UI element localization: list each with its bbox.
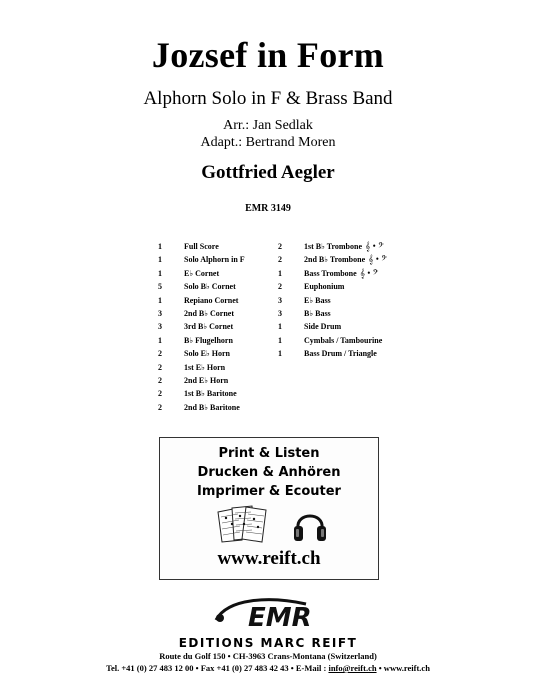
part-name: 3rd B♭ Cornet: [184, 322, 234, 332]
part-quantity: 1: [278, 349, 282, 359]
part-name: Bass Trombone: [304, 268, 357, 278]
part-name: Solo B♭ Cornet: [184, 282, 236, 292]
part-quantity: 2: [278, 255, 282, 265]
part-quantity: 3: [158, 308, 162, 318]
part-row: [158, 267, 245, 280]
part-row: [158, 294, 245, 307]
part-quantity: 5: [158, 282, 162, 292]
composer-name: Gottfried Aegler: [201, 162, 335, 183]
part-quantity: 1: [158, 295, 162, 305]
part-quantity: 1: [158, 242, 162, 251]
headphones-icon: [292, 504, 328, 544]
svg-text:EMR: EMR: [248, 603, 312, 633]
part-name: Solo Alphorn in F: [184, 255, 245, 265]
part-quantity: 1: [158, 335, 162, 345]
part-quantity: 2: [158, 349, 162, 359]
part-quantity: 1: [278, 335, 282, 345]
part-row: [158, 307, 245, 320]
part-quantity: 1: [158, 268, 162, 278]
part-row: [278, 294, 387, 307]
part-row: [158, 334, 245, 347]
parts-list-left: [158, 240, 245, 414]
part-name: E♭ Cornet: [184, 268, 220, 278]
part-quantity: 2: [158, 375, 162, 385]
part-name: Side Drum: [304, 322, 342, 332]
part-row: [158, 387, 245, 400]
part-row: [278, 334, 387, 347]
part-name: 2nd E♭ Horn: [184, 375, 229, 385]
part-name: 1st B♭ Trombone: [304, 242, 363, 251]
part-row: [158, 240, 245, 253]
parts-list-right: [278, 240, 387, 361]
part-row: [158, 347, 245, 360]
part-quantity: 1: [278, 322, 282, 332]
print-and-listen-box[interactable]: [159, 437, 379, 580]
part-quantity: 2: [278, 282, 282, 292]
publisher-address: Route du Golf 150 • CH-3963 Crans-Montana (Switzerland): [159, 651, 377, 661]
part-quantity: 3: [278, 295, 282, 305]
part-name: 2nd B♭ Trombone: [304, 255, 366, 265]
part-row: [158, 253, 245, 266]
part-row: [278, 240, 387, 253]
listen-line-de: Drucken & Anhören: [197, 465, 341, 480]
part-row: [278, 280, 387, 293]
part-row: [278, 253, 387, 266]
part-quantity: 1: [278, 268, 282, 278]
part-name: B♭ Flugelhorn: [184, 335, 233, 345]
part-name: 1st B♭ Baritone: [184, 389, 237, 399]
reift-website-link[interactable]: www.reift.ch: [217, 548, 321, 569]
score-title: Jozsef in Form: [151, 35, 385, 75]
part-row: [278, 307, 387, 320]
publisher-contact: [0, 663, 536, 673]
publisher-brand: EDITIONS MARC REIFT: [178, 636, 358, 650]
catalog-code: EMR 3149: [245, 203, 291, 214]
part-name: E♭ Bass: [304, 295, 331, 305]
part-name: Solo E♭ Horn: [184, 349, 231, 359]
part-quantity: 2: [278, 242, 282, 251]
part-name: 2nd B♭ Cornet: [184, 308, 234, 318]
part-row: [158, 361, 245, 374]
listen-line-fr: Imprimer & Ecouter: [197, 484, 341, 499]
arranger-credit: Arr.: Jan Sedlak: [223, 118, 313, 133]
part-name: Cymbals / Tambourine: [304, 335, 383, 345]
part-row: [158, 320, 245, 333]
part-row: [158, 280, 245, 293]
contact-website[interactable]: • www.reift.ch: [376, 663, 430, 673]
clef-icons: 𝄞 • 𝄢: [365, 241, 384, 251]
part-quantity: 1: [158, 255, 162, 265]
part-quantity: 2: [158, 389, 162, 399]
part-quantity: 3: [158, 322, 162, 332]
part-row: [278, 320, 387, 333]
part-name: Full Score: [184, 242, 219, 251]
part-name: Repiano Cornet: [184, 295, 239, 305]
email-link[interactable]: info@reift.ch: [328, 663, 377, 673]
part-quantity: 3: [278, 308, 282, 318]
part-row: [278, 267, 387, 280]
part-row: [158, 401, 245, 414]
part-name: Bass Drum / Triangle: [304, 349, 377, 359]
part-row: [278, 347, 387, 360]
emr-logo: [198, 594, 338, 634]
part-quantity: 2: [158, 402, 162, 412]
clef-icons: 𝄞 • 𝄢: [359, 267, 379, 278]
clef-icons: 𝄞 • 𝄢: [368, 254, 387, 265]
adapter-credit: Adapt.: Bertrand Moren: [200, 135, 336, 150]
part-quantity: 2: [158, 362, 162, 372]
contact-phone-fax: Tel. +41 (0) 27 483 12 00 • Fax +41 (0) 27 483 42 43 • E-Mail :: [106, 663, 329, 673]
part-row: [158, 374, 245, 387]
part-name: Euphonium: [304, 282, 345, 292]
listen-line-en: Print & Listen: [218, 446, 320, 461]
part-name: 2nd B♭ Baritone: [184, 402, 240, 412]
sheet-music-icon: [216, 504, 268, 544]
score-subtitle: Alphorn Solo in F & Brass Band: [143, 88, 393, 109]
part-name: 1st E♭ Horn: [184, 362, 226, 372]
part-name: B♭ Bass: [304, 308, 331, 318]
